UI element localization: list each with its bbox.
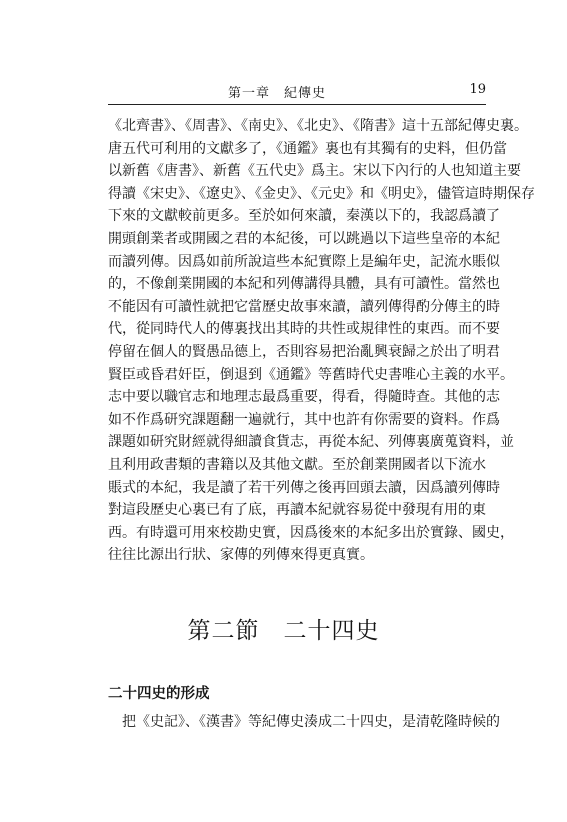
- body-paragraph-2: [108, 711, 500, 734]
- text-line: 而讀列傳。因爲如前所說這些本紀實際上是編年史，記流水賬似: [108, 253, 500, 270]
- running-head: [108, 82, 486, 104]
- body-paragraph: [108, 115, 535, 567]
- text-line: 以新舊《唐書》、新舊《五代史》爲主。宋以下內行的人也知道主要: [108, 163, 521, 180]
- text-line: 下來的文獻較前更多。至於如何來讀，秦漢以下的，我認爲讀了: [108, 208, 500, 225]
- text-line: 得讀《宋史》、《遼史》、《金史》、《元史》和《明史》，儘管這時期保存: [108, 185, 535, 202]
- text-line: 代，從同時代人的傳裏找出其時的共性或規律性的東西。而不要: [108, 321, 500, 338]
- subsection-heading: 二十四史的形成: [108, 686, 210, 702]
- text-line: 志中要以職官志和地理志最爲重要，得看，得隨時查。其他的志: [108, 389, 500, 406]
- text-line: 如不作爲研究課題翻一遍就行，其中也許有你需要的資料。作爲: [108, 411, 500, 428]
- chapter-title: 第一章 紀傳史: [228, 86, 327, 101]
- text-line: 賬式的本紀，我是讀了若干列傳之後再回頭去讀，因爲讀列傳時: [108, 479, 500, 496]
- text-line: 課題如研究財經就得細讀食貨志，再從本紀、列傳裏廣蒐資料，並: [108, 434, 514, 451]
- text-line: 往往比源出行狀、家傳的列傳來得更真實。: [108, 547, 374, 564]
- text-line: 賢臣或昏君奸臣，倒退到《通鑑》等舊時代史書唯心主義的水平。: [108, 366, 514, 383]
- text-line: 把《史記》、《漢書》等紀傳史湊成二十四史，是清乾隆時候的: [122, 714, 500, 730]
- text-line: 的，不像創業開國的本紀和列傳講得具體，具有可讀性。當然也: [108, 276, 500, 293]
- page-number: 19: [469, 82, 486, 97]
- text-line: 開頭創業者或開國之君的本紀後，可以跳過以下這些皇帝的本紀: [108, 230, 500, 247]
- text-line: 對這段歷史心裏已有了底，再讀本紀就容易從中發現有用的東: [108, 502, 486, 519]
- header-rule: [108, 104, 486, 105]
- text-line: 不能因有可讀性就把它當歷史故事來讀，讀列傳得酌分傳主的時: [108, 298, 500, 315]
- section-heading: 第二節 二十四史: [187, 618, 380, 644]
- text-line: 西。有時還可用來校勘史實，因爲後來的本紀多出於實錄、國史，: [108, 524, 514, 541]
- text-line: 《北齊書》、《周書》、《南史》、《北史》、《隋書》這十五部紀傳史裏。: [108, 118, 528, 134]
- text-line: 且利用政書類的書籍以及其他文獻。至於創業開國者以下流水: [108, 456, 486, 473]
- text-line: 唐五代可利用的文獻多了，《通鑑》裏也有其獨有的史料，但仍當: [108, 140, 507, 157]
- text-line: 停留在個人的賢愚品德上，否則容易把治亂興衰歸之於出了明君: [108, 343, 500, 360]
